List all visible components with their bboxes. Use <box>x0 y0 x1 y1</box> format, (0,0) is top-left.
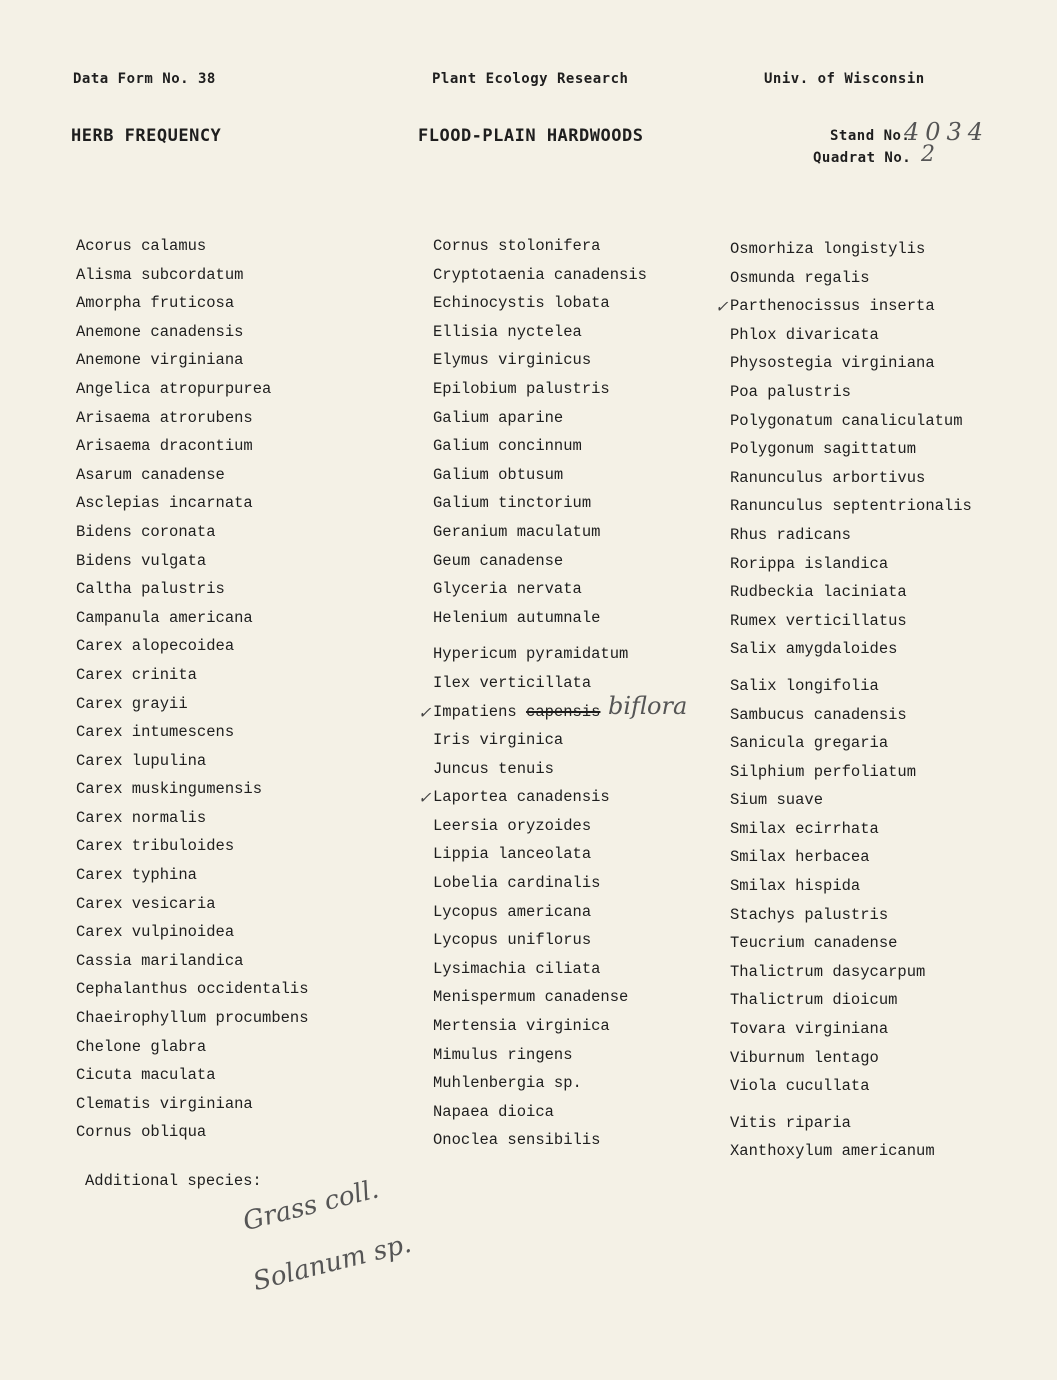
handwritten-epithet: biflora <box>608 691 688 720</box>
species-column-middle <box>418 236 688 1159</box>
species-item: Galium concinnum <box>433 437 582 456</box>
species-item: Xanthoxylum americanum <box>730 1142 935 1161</box>
species-item: Salix longifolia <box>730 676 879 695</box>
species-item: Smilax hispida <box>730 877 861 896</box>
species-item: Ranunculus septentrionalis <box>730 497 972 516</box>
species-item: Helenium autumnale <box>433 608 601 627</box>
species-item: Hypericum pyramidatum <box>433 645 629 664</box>
species-item: Tovara virginiana <box>730 1020 889 1039</box>
species-item: Mimulus ringens <box>433 1045 573 1064</box>
research-label: Plant Ecology Research <box>432 71 629 87</box>
species-item: Cephalanthus occidentalis <box>76 980 309 999</box>
species-item: Rorippa islandica <box>730 554 889 573</box>
species-item: Lysimachia ciliata <box>433 959 601 978</box>
species-item: Cassia marilandica <box>76 951 244 970</box>
species-item: Cornus stolonifera <box>433 237 601 255</box>
form-title: HERB FREQUENCY <box>71 126 222 146</box>
species-item: Osmorhiza longistylis <box>730 240 926 258</box>
species-item: Salix amygdaloides <box>730 640 898 659</box>
checkmark-icon: ✓ <box>715 297 729 317</box>
species-item: Lippia lanceolata <box>433 845 592 864</box>
species-item: Ellisia nyctelea <box>433 322 582 341</box>
species-column-right <box>715 239 972 1170</box>
checkmark-icon: ✓ <box>418 702 432 722</box>
species-item: Mertensia virginica <box>433 1017 610 1036</box>
species-item: Carex lupulina <box>76 751 207 770</box>
species-item: Carex normalis <box>76 808 207 827</box>
species-item: Napaea dioica <box>433 1102 554 1121</box>
species-item: Bidens vulgata <box>76 551 207 570</box>
species-item: Poa palustris <box>730 382 851 401</box>
species-item: Thalictrum dioicum <box>730 991 898 1010</box>
species-item: Galium tinctorium <box>433 494 592 513</box>
form-number: Data Form No. 38 <box>73 71 216 87</box>
species-item: Cryptotaenia canadensis <box>433 265 647 284</box>
species-item: Arisaema atrorubens <box>76 408 253 427</box>
species-item: Asclepias incarnata <box>76 494 253 513</box>
species-item: Carex vulpinoidea <box>76 923 235 942</box>
stand-number: 4034 <box>904 118 990 146</box>
species-item: Bidens coronata <box>76 522 216 541</box>
species-item: Carex vesicaria <box>76 894 216 913</box>
species-item: Geum canadense <box>433 551 564 570</box>
species-item: Asarum canadense <box>76 465 225 484</box>
species-item: Galium obtusum <box>433 465 564 484</box>
quadrat-label: Quadrat No. <box>813 150 912 166</box>
species-item: Alisma subcordatum <box>76 265 244 284</box>
species-item: Osmunda regalis <box>730 268 870 287</box>
species-item: Ilex verticillata <box>433 673 592 692</box>
species-item: Menispermum canadense <box>433 988 629 1007</box>
species-item: Smilax herbacea <box>730 848 870 867</box>
species-item: Glyceria nervata <box>433 580 582 599</box>
species-item: Carex grayii <box>76 694 188 713</box>
species-item: Silphium perfoliatum <box>730 762 917 781</box>
species-item: Viola cucullata <box>730 1077 870 1096</box>
species-item: Ranunculus arbortivus <box>730 468 926 487</box>
species-item: Physostegia virginiana <box>730 354 935 373</box>
species-item: Epilobium palustris <box>433 379 610 398</box>
species-item: Chelone glabra <box>76 1037 207 1056</box>
species-column-left <box>76 236 309 1151</box>
species-item-laportea <box>418 787 647 816</box>
species-item: Arisaema dracontium <box>76 437 253 456</box>
species-item: Polygonum sagittatum <box>730 440 917 459</box>
species-name: Laportea canadensis <box>433 788 610 807</box>
species-item: Onoclea sensibilis <box>433 1131 601 1150</box>
handwritten-note-2: Solanum sp. <box>250 1228 415 1298</box>
checkmark-icon: ✓ <box>418 788 432 808</box>
species-item: Rudbeckia laciniata <box>730 583 907 602</box>
species-item: Carex crinita <box>76 665 197 684</box>
species-name: Parthenocissus inserta <box>730 297 935 316</box>
species-item: Polygonatum canaliculatum <box>730 411 963 430</box>
species-item: Anemone canadensis <box>76 322 244 341</box>
species-item: Thalictrum dasycarpum <box>730 962 926 981</box>
species-item-impatiens <box>418 691 688 731</box>
species-item: Teucrium canadense <box>730 934 898 953</box>
quadrat-number: 2 <box>921 142 935 167</box>
species-item: Sambucus canadensis <box>730 705 907 724</box>
species-item: Galium aparine <box>433 408 564 427</box>
species-item: Muhlenbergia sp. <box>433 1074 582 1093</box>
species-item: Geranium maculatum <box>433 522 601 541</box>
species-item: Lycopus uniflorus <box>433 931 592 950</box>
species-item: Lycopus americana <box>433 902 592 921</box>
species-item: Carex muskingumensis <box>76 780 263 799</box>
species-item: Elymus virginicus <box>433 351 592 370</box>
species-item: Echinocystis lobata <box>433 294 610 313</box>
species-item: Juncus tenuis <box>433 759 554 778</box>
species-item: Rhus radicans <box>730 525 851 544</box>
species-item: Iris virginica <box>433 731 564 750</box>
stand-label: Stand No. <box>830 128 911 144</box>
species-name: Impatiens <box>433 702 517 721</box>
species-item: Sium suave <box>730 791 824 810</box>
species-item: Smilax ecirrhata <box>730 819 879 838</box>
species-item: Caltha palustris <box>76 580 225 599</box>
species-item: Stachys palustris <box>730 905 889 924</box>
species-item: Amorpha fruticosa <box>76 294 235 313</box>
species-item: Carex tribuloides <box>76 837 235 856</box>
species-item: Acorus calamus <box>76 237 207 255</box>
species-item: Phlox divaricata <box>730 325 879 344</box>
species-item: Anemone virginiana <box>76 351 244 370</box>
species-item: Carex intumescens <box>76 723 235 742</box>
struck-epithet: capensis <box>526 702 601 721</box>
species-item: Rumex verticillatus <box>730 611 907 630</box>
species-item: Clematis virginiana <box>76 1094 253 1113</box>
species-item: Carex typhina <box>76 866 197 885</box>
additional-species-label: Additional species: <box>85 1172 262 1190</box>
handwritten-note-1: Grass coll. <box>240 1174 382 1238</box>
species-item: Vitis riparia <box>730 1113 851 1132</box>
species-item: Sanicula gregaria <box>730 734 889 753</box>
species-item: Leersia oryzoides <box>433 816 592 835</box>
species-item-parthenocissus <box>715 296 972 325</box>
community-title: FLOOD-PLAIN HARDWOODS <box>418 126 644 146</box>
species-item: Lobelia cardinalis <box>433 874 601 893</box>
species-item: Chaeirophyllum procumbens <box>76 1009 309 1028</box>
species-item: Cornus obliqua <box>76 1123 207 1142</box>
species-item: Viburnum lentago <box>730 1048 879 1067</box>
species-item: Carex alopecoidea <box>76 637 235 656</box>
species-item: Campanula americana <box>76 608 253 627</box>
species-item: Cicuta maculata <box>76 1066 216 1085</box>
species-item: Angelica atropurpurea <box>76 379 272 398</box>
university-label: Univ. of Wisconsin <box>764 71 925 87</box>
